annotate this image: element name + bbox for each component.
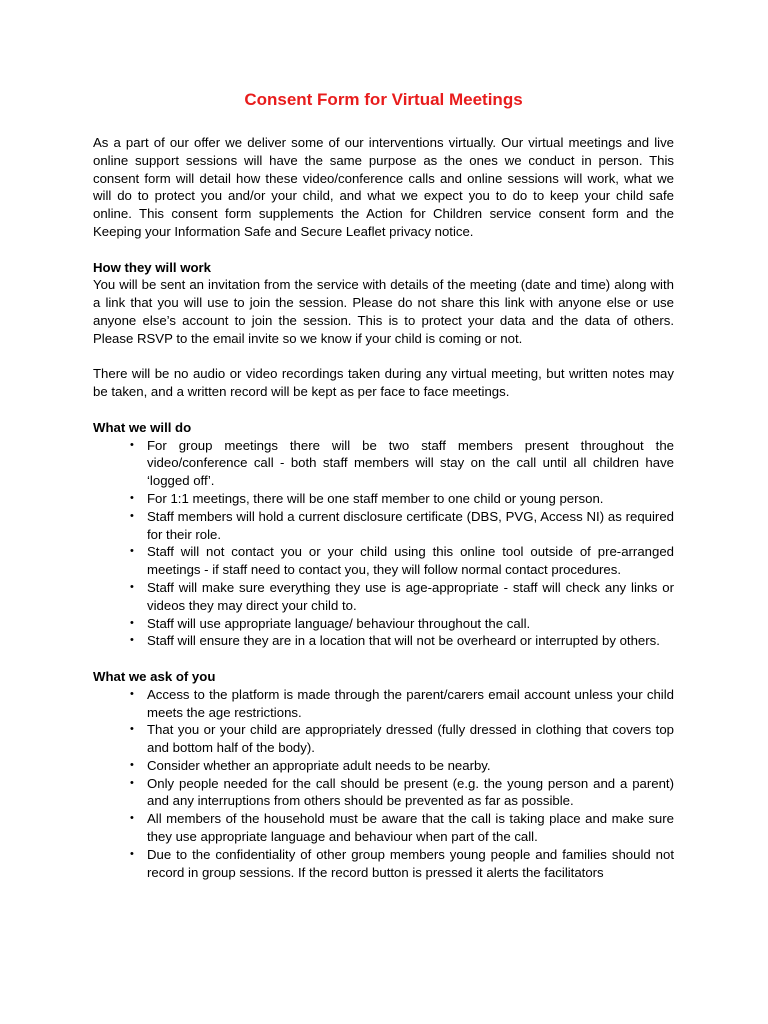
bullet-icon: • (130, 438, 134, 451)
what-we-will-do-list (93, 437, 674, 651)
spacer (93, 650, 674, 668)
list-item (129, 775, 674, 811)
bullet-icon: • (130, 545, 134, 558)
bullet-icon: • (130, 758, 134, 771)
list-item (129, 686, 674, 722)
document-title: Consent Form for Virtual Meetings (244, 90, 523, 109)
list-item-text: Staff will not contact you or your child using this online tool outside of pre-arranged meetings - if staff need to contact you, they will follow normal contact procedures. (147, 544, 674, 578)
list-item-text: Staff will make sure everything they use is age-appropriate - staff will check any links or videos they may direct your child to. (147, 579, 674, 613)
list-item-text: All members of the household must be aware that the call is taking place and make sure they use appropriate language and behaviour when part of the call. (147, 811, 674, 845)
intro-paragraph: As a part of our offer we deliver some of our interventions virtually. Our virtual meetings and live online support sessions will have the same purpose as the ones we conduct in person. This consent form will detail how these video/conference calls and online sessions will work, what we will do to protect you and/or your child, and what we expect you to do to keep your child safe online. This consent form supplements the Action for Children service consent form and the Keeping your Information Safe and Secure Leaflet privacy notice. (93, 135, 674, 239)
what-we-ask-list (93, 686, 674, 882)
list-item-text: Staff will use appropriate language/ behaviour throughout the call. (147, 615, 531, 631)
bullet-icon: • (130, 580, 134, 593)
list-item (129, 846, 674, 882)
spacer (93, 401, 674, 419)
bullet-icon: • (130, 491, 134, 504)
bullet-icon: • (130, 776, 134, 789)
list-item-text: For 1:1 meetings, there will be one staff member to one child or young person. (147, 490, 604, 506)
section-heading-how-they-work: How they will work (93, 259, 211, 275)
list-item-text: Staff members will hold a current disclosure certificate (DBS, PVG, Access NI) as required for their role. (147, 508, 674, 542)
how-they-work-paragraph-1: You will be sent an invitation from the service with details of the meeting (date and time) along with a link that you will use to join the session. Please do not share this link with anyone else or use anyone else’s account to join the session. This is to protect your data and the data of others. Please RSVP to the email invite so we know if your child is coming or not. (93, 277, 674, 346)
list-item (129, 757, 674, 775)
spacer (93, 348, 674, 366)
list-item (129, 632, 674, 650)
list-item (129, 508, 674, 544)
list-item-text: For group meetings there will be two staff members present throughout the video/conference call - both staff members will stay on the call until all children have ‘logged off’. (147, 437, 674, 489)
bullet-icon: • (130, 509, 134, 522)
list-item-text: That you or your child are appropriately dressed (fully dressed in clothing that covers top and bottom half of the body). (147, 722, 674, 756)
list-item (129, 490, 674, 508)
list-item (129, 579, 674, 615)
list-item (129, 721, 674, 757)
bullet-icon: • (130, 634, 134, 647)
list-item-text: Staff will ensure they are in a location that will not be overheard or interrupted by others. (147, 633, 660, 649)
list-item (129, 543, 674, 579)
bullet-icon: • (130, 812, 134, 825)
list-item-text: Only people needed for the call should be present (e.g. the young person and a parent) and any interruptions from others should be prevented as far as possible. (147, 775, 674, 809)
spacer (93, 241, 674, 259)
list-item-text: Access to the platform is made through the parent/carers email account unless your child meets the age restrictions. (147, 686, 674, 720)
list-item-text: Due to the confidentiality of other group members young people and families should not record in group sessions. If the record button is pressed it alerts the facilitators (147, 846, 674, 880)
list-item (129, 615, 674, 633)
bullet-icon: • (130, 687, 134, 700)
list-item-text: Consider whether an appropriate adult needs to be nearby. (147, 757, 491, 773)
how-they-work-paragraph-2: There will be no audio or video recordings taken during any virtual meeting, but written notes may be taken, and a written record will be kept as per face to face meetings. (93, 366, 674, 400)
list-item (129, 810, 674, 846)
bullet-icon: • (130, 847, 134, 860)
bullet-icon: • (130, 723, 134, 736)
section-heading-what-we-will-do: What we will do (93, 419, 192, 435)
list-item (129, 437, 674, 490)
bullet-icon: • (130, 616, 134, 629)
section-heading-what-we-ask: What we ask of you (93, 668, 216, 684)
